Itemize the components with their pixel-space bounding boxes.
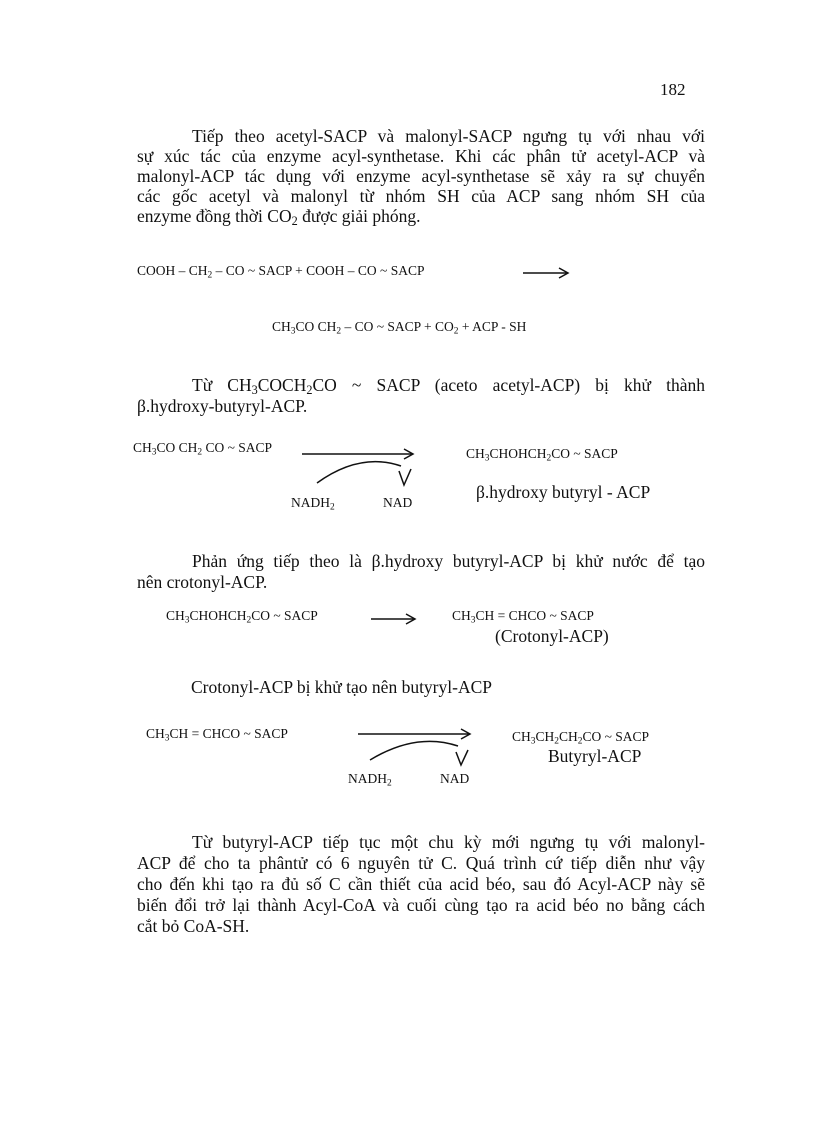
text: CHOHCH (489, 446, 547, 461)
text: CH (146, 726, 165, 741)
subscript: 3 (470, 615, 476, 626)
text: CH (166, 608, 185, 623)
subscript: 2 (453, 326, 459, 337)
subscript: 3 (164, 733, 170, 744)
subscript: 2 (291, 214, 298, 229)
subscript: 2 (554, 736, 559, 747)
subscript: 2 (336, 326, 342, 337)
text: CO ~ SACP (582, 729, 650, 744)
reaction-4-cofactor-in (348, 771, 392, 787)
paragraph-5-line-3: cho đến khi tạo ra đủ số C cần thiết của acid béo, sau đó Acyl-ACP này sẽ (137, 874, 705, 894)
text: CH (535, 729, 555, 744)
reaction-3-product-name: (Crotonyl-ACP) (495, 626, 609, 646)
subscript: 2 (577, 736, 583, 747)
paragraph-1-line-4: các gốc acetyl và malonyl từ nhóm SH của ACP sang nhóm SH của (137, 186, 705, 206)
reaction-2-cofactor-out: NAD (383, 495, 413, 510)
paragraph-2-line-2: β.hydroxy-butyryl-ACP. (137, 396, 308, 416)
text: CH (272, 319, 291, 334)
text: CHOHCH (189, 608, 247, 623)
text: Từ CH (192, 375, 252, 395)
paragraph-5-line-5: cắt bỏ CoA-SH. (137, 916, 250, 936)
text: Phản ứng tiếp theo là β.hydroxy butyryl-ACP bị khử nước để tạo (192, 551, 705, 571)
text: CH (512, 729, 531, 744)
text: – CO ~ SACP + COOH – CO ~ SACP (212, 263, 425, 278)
reaction-4-cofactor-out: NAD (440, 771, 470, 786)
paragraph-1-line-3: malonyl-ACP tác dụng với enzyme acyl-synthetase sẽ xảy ra sự chuyển (137, 166, 705, 186)
subscript: 3 (184, 615, 190, 626)
subscript: 2 (207, 270, 213, 281)
subscript: 2 (387, 778, 392, 789)
text: CO ~ SACP (551, 446, 618, 461)
text: CO ~ SACP (aceto acetyl-ACP) bị khử thành (312, 375, 705, 395)
paragraph-3-line-2: nên crotonyl-ACP. (137, 572, 268, 592)
text: CO ~ SACP (202, 440, 273, 455)
subscript: 2 (546, 453, 552, 464)
subscript: 3 (290, 326, 296, 337)
paragraph-5-line-4: biến đổi trở lại thành Acyl-CoA và cuối cùng tạo ra acid béo no bằng cách (137, 895, 705, 915)
text: được giải phóng. (297, 206, 421, 226)
reaction-4-product-name: Butyryl-ACP (548, 746, 642, 766)
text: + ACP - SH (458, 319, 527, 334)
text: NADH (291, 495, 330, 510)
text: Từ butyryl-ACP tiếp tục một chu kỳ mới ngưng tụ với malonyl- (192, 832, 705, 852)
text: CH (558, 729, 578, 744)
text: CH (133, 440, 152, 455)
subscript: 2 (306, 383, 313, 398)
text: CH (452, 608, 471, 623)
reaction-2-product-name: β.hydroxy butyryl - ACP (476, 482, 651, 502)
subscript: 3 (151, 447, 157, 458)
subscript: 2 (330, 502, 335, 513)
paragraph-1-line-2: sự xúc tác của enzyme acyl-synthetase. Khi các phân tử acetyl-ACP và (137, 146, 705, 166)
text: Tiếp theo acetyl-SACP và malonyl-SACP ngưng tụ với nhau với (192, 126, 705, 146)
paragraph-4: Crotonyl-ACP bị khử tạo nên butyryl-ACP (191, 677, 492, 697)
text: CH = CHCO ~ SACP (169, 726, 288, 741)
text: COCH (257, 375, 307, 395)
text: NADH (348, 771, 387, 786)
reaction-4-product (512, 729, 649, 745)
paragraph-5-line-2: ACP để cho ta phântử có 6 nguyên tử C. Quá trình cứ tiếp diễn như vậy (137, 853, 705, 873)
text: COOH – CH (137, 263, 208, 278)
text: CH = CHCO ~ SACP (475, 608, 594, 623)
subscript: 3 (484, 453, 490, 464)
subscript: 2 (197, 447, 203, 458)
page-number: 182 (660, 80, 686, 99)
subscript: 3 (530, 736, 536, 747)
text: – CO ~ SACP + CO (341, 319, 454, 334)
subscript: 2 (246, 615, 252, 626)
text: CO CH (295, 319, 337, 334)
subscript: 3 (251, 383, 258, 398)
text: CH (466, 446, 485, 461)
text: CO ~ SACP (251, 608, 318, 623)
paragraph-5-line-1 (137, 832, 705, 852)
text: CO CH (156, 440, 198, 455)
text: enzyme đồng thời CO (137, 206, 292, 226)
